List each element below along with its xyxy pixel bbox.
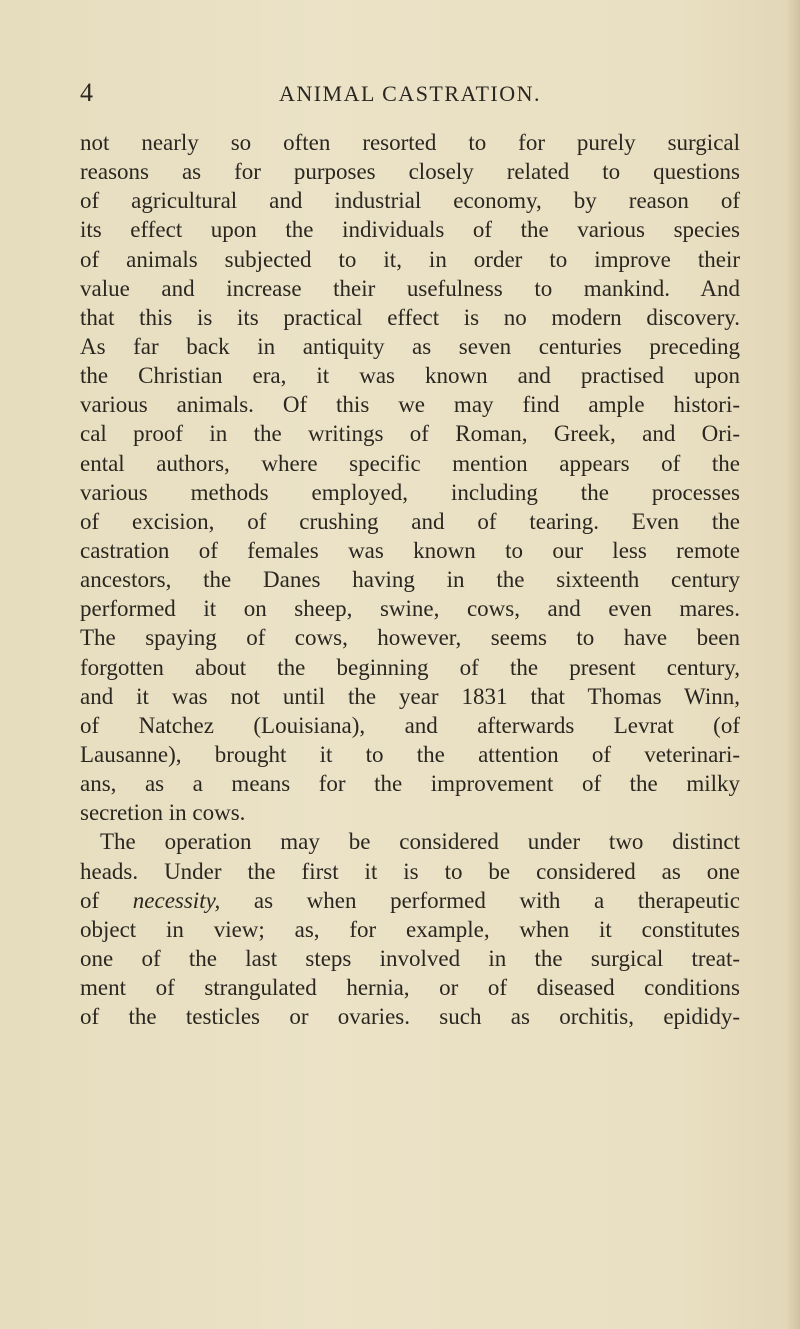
text-line: reasons as for purposes closely related to questions [80, 159, 740, 185]
text-line: of the testicles or ovaries. such as orchitis, epididy- [80, 1004, 740, 1030]
paragraph-start-line: The operation may be considered under two distinct [100, 829, 740, 855]
text-line: object in view; as, for example, when it constitutes [80, 916, 740, 942]
text-line: of agricultural and industrial economy, by reason of [80, 188, 740, 214]
text-line: ment of strangulated hernia, or of diseased conditions [80, 975, 740, 1001]
text-line: ancestors, the Danes having in the sixteenth century [80, 567, 740, 593]
text-line: value and increase their usefulness to mankind. And [80, 275, 740, 301]
text-line: that this is its practical effect is no modern discovery. [80, 304, 740, 330]
text-line: not nearly so often resorted to for purely surgical [80, 130, 740, 155]
text-line: castration of females was known to our less remote [80, 537, 740, 563]
text-line: and it was not until the year 1831 that Thomas Winn, [80, 683, 740, 709]
text-line: The spaying of cows, however, seems to have been [80, 625, 740, 651]
text-line: ental authors, where specific mention appears of the [80, 450, 740, 476]
text-line: forgotten about the beginning of the present century, [80, 654, 740, 680]
text-line: of animals subjected to it, in order to improve their [80, 246, 740, 272]
running-head [80, 78, 740, 114]
text-line: Lausanne), brought it to the attention of veterinari- [80, 741, 740, 767]
page-edge-shadow [786, 0, 800, 1329]
text-line: its effect upon the individuals of the various species [80, 217, 740, 243]
text-line: various methods employed, including the processes [80, 479, 740, 505]
text-line: secretion in cows. [80, 800, 246, 826]
text-line: various animals. Of this we may find ample histori- [80, 392, 740, 418]
text-line-start: of [80, 887, 133, 913]
text-line: of excision, of crushing and of tearing. Even the [80, 508, 740, 534]
body-text [80, 128, 740, 1031]
text-line: of Natchez (Louisiana), and afterwards Levrat (of [80, 712, 740, 738]
running-head-title: ANIMAL CASTRATION. [278, 81, 542, 106]
text-line-with-italic [80, 886, 740, 915]
text-line: performed it on sheep, swine, cows, and even mares. [80, 596, 740, 622]
text-line: As far back in antiquity as seven centuries preceding [80, 333, 740, 359]
text-line: one of the last steps involved in the surgical treat- [80, 945, 740, 971]
text-line: the Christian era, it was known and practised upon [80, 363, 740, 389]
text-line: cal proof in the writings of Roman, Greek, and Ori- [80, 421, 740, 447]
italic-word: necessity, [132, 887, 221, 913]
text-line: ans, as a means for the improvement of the milky [80, 771, 740, 797]
text-line-rest: as when performed with a therapeutic [220, 887, 740, 913]
page-number: 4 [80, 78, 93, 107]
text-line: heads. Under the first it is to be considered as one [80, 858, 740, 884]
